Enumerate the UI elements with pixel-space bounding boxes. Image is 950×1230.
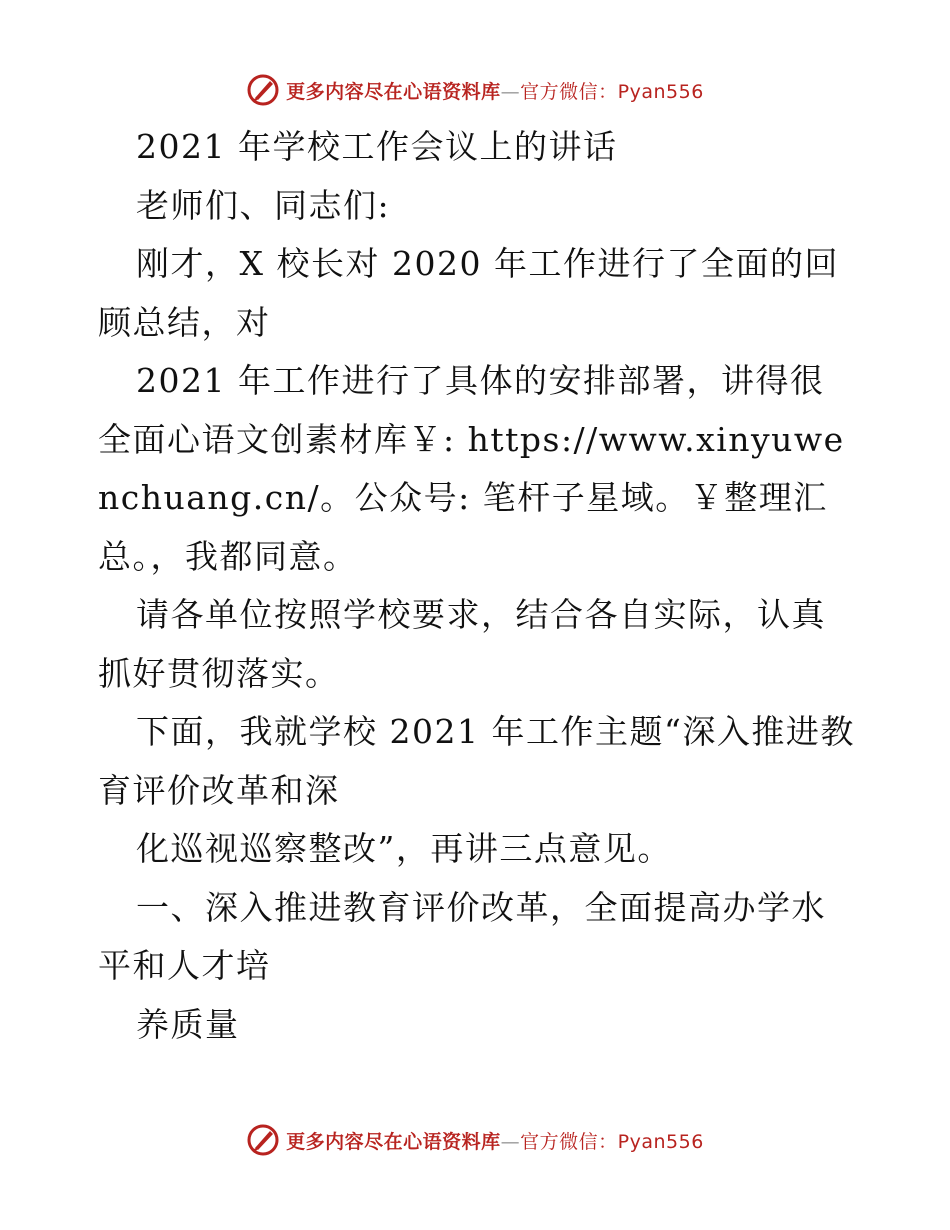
quill-pen-logo-icon xyxy=(246,1123,280,1157)
quill-pen-logo-icon xyxy=(246,73,280,107)
document-title: 2021 年学校工作会议上的讲话 xyxy=(136,127,618,166)
section-heading: 一、深入推进教育评价改革，全面提高办学水平和人才培 xyxy=(98,887,826,985)
section-heading-continuation: 养质量 xyxy=(136,1004,240,1044)
footer-watermark xyxy=(0,1118,950,1162)
paragraph: 下面，我就学校 2021 年工作主题“深入推进教育评价改革和深 xyxy=(98,712,855,810)
header-watermark xyxy=(0,68,950,112)
salutation: 老师们、同志们: xyxy=(136,185,391,225)
paragraph: 2021 年工作进行了具体的安排部署，讲得很全面心语文创素材库￥: https://www.xinyuwenchuang.cn/。公众号: 笔杆子星域。￥整理汇总。，我都同意。 xyxy=(98,361,845,576)
document-body xyxy=(98,118,858,1054)
watermark-wechat-text: 官方微信：Pyan556 xyxy=(520,1130,704,1153)
watermark-main-text: 更多内容尽在心语资料库 xyxy=(286,1130,501,1153)
paragraph: 请各单位按照学校要求，结合各自实际，认真抓好贯彻落实。 xyxy=(98,595,826,693)
watermark-separator: — xyxy=(500,1130,521,1153)
watermark-main-text: 更多内容尽在心语资料库 xyxy=(286,80,501,103)
paragraph: 刚才，X 校长对 2020 年工作进行了全面的回顾总结，对 xyxy=(98,244,839,342)
watermark-wechat-text: 官方微信：Pyan556 xyxy=(520,80,704,103)
paragraph: 化巡视巡察整改”，再讲三点意见。 xyxy=(136,829,672,868)
watermark-separator: — xyxy=(500,80,521,103)
